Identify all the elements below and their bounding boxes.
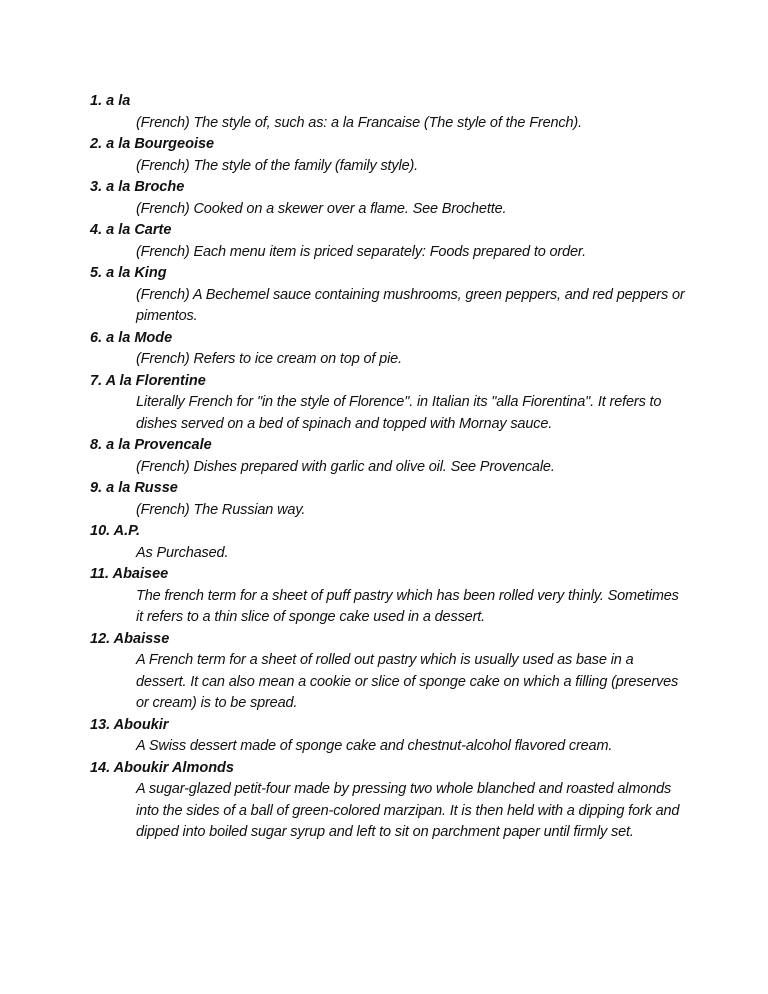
entry-definition: (French) The Russian way. <box>136 501 306 518</box>
glossary-entry <box>90 177 690 220</box>
entry-term: Aboukir Almonds <box>113 759 234 776</box>
entry-definition: (French) Each menu item is priced separately: Foods prepared to order. <box>136 243 586 260</box>
entry-term: A.P. <box>113 523 141 539</box>
entry-term-heading <box>90 758 690 780</box>
glossary-entry <box>90 134 690 177</box>
glossary-entry <box>90 629 690 715</box>
entry-definition: (French) The style of, such as: a la Francaise (The style of the French). <box>136 114 582 131</box>
glossary-entry <box>90 220 690 263</box>
entry-definition: A Swiss dessert made of sponge cake and chestnut-alcohol flavored cream. <box>136 738 613 754</box>
entry-definition: A sugar-glazed petit-four made by pressing two whole blanched and roasted almonds into the sides of a ball of green-colored marzipan. It is then held with a dipping fork and dipped into boiled sugar syrup and left to sit on parchment paper until firmly set. <box>136 781 680 840</box>
entry-term: a la Russe <box>106 480 178 496</box>
entry-term: a la Provencale <box>106 437 212 453</box>
entry-definition: The french term for a sheet of puff pastry which has been rolled very thinly. Sometimes it refers to a thin slice of sponge cake used in a dessert. <box>136 587 679 625</box>
entry-term-heading <box>90 177 690 199</box>
entry-term: Aboukir <box>113 716 169 733</box>
glossary-entry <box>90 91 690 134</box>
entry-term-heading <box>90 629 690 651</box>
entry-term: a la Bourgeoise <box>106 136 215 152</box>
entry-number: 11. <box>90 566 110 582</box>
entry-term-heading <box>90 371 690 393</box>
entry-term-heading <box>90 478 690 500</box>
entry-term: a la King <box>106 265 167 281</box>
entry-definition: (French) A Bechemel sauce containing mushrooms, green peppers, and red peppers or pimentos. <box>136 286 685 324</box>
entry-number: 3. <box>90 179 103 195</box>
entry-number: 2. <box>90 136 103 152</box>
entry-term-heading <box>90 328 690 350</box>
entry-term: a la <box>106 93 131 109</box>
entry-number: 10. <box>90 523 111 539</box>
glossary-entry <box>90 564 690 629</box>
entry-number: 5. <box>90 265 103 281</box>
entry-number: 6. <box>90 329 103 346</box>
entry-number: 13. <box>90 716 111 733</box>
entry-definition: (French) Cooked on a skewer over a flame. See Brochette. <box>136 200 507 217</box>
entry-term-heading <box>90 564 690 586</box>
entry-definition: Literally French for "in the style of Florence". in Italian its "alla Fiorentina". It refers to dishes served on a bed of spinach and topped with Mornay sauce. <box>136 394 662 432</box>
entry-term-heading <box>90 263 690 285</box>
glossary-list <box>90 91 690 844</box>
entry-term-heading <box>90 220 690 242</box>
entry-number: 7. <box>90 372 103 389</box>
entry-number: 8. <box>90 437 103 453</box>
glossary-entry <box>90 371 690 436</box>
glossary-entry <box>90 715 690 758</box>
entry-term: Abaisee <box>112 566 169 582</box>
entry-term: Abaisse <box>113 630 170 647</box>
entry-term-heading <box>90 521 690 543</box>
entry-number: 14. <box>90 759 111 776</box>
entry-number: 12. <box>90 630 111 647</box>
entry-definition: (French) The style of the family (family style). <box>136 157 419 174</box>
entry-term-heading <box>90 91 690 113</box>
entry-term: A la Florentine <box>105 372 206 389</box>
glossary-entry <box>90 521 690 564</box>
entry-definition: (French) Refers to ice cream on top of pie. <box>136 351 402 367</box>
entry-term-heading <box>90 435 690 457</box>
entry-term-heading <box>90 715 690 737</box>
entry-term: a la Mode <box>106 329 173 346</box>
entry-number: 4. <box>90 222 103 238</box>
entry-number: 9. <box>90 480 103 496</box>
glossary-entry <box>90 263 690 328</box>
entry-definition: (French) Dishes prepared with garlic and olive oil. See Provencale. <box>136 458 555 475</box>
entry-term-heading <box>90 134 690 156</box>
glossary-entry <box>90 478 690 521</box>
glossary-entry <box>90 758 690 844</box>
entry-definition: As Purchased. <box>136 544 229 561</box>
entry-term: a la Broche <box>106 179 185 195</box>
entry-term: a la Carte <box>106 222 172 238</box>
glossary-entry <box>90 328 690 371</box>
glossary-entry <box>90 435 690 478</box>
entry-definition: A French term for a sheet of rolled out pastry which is usually used as base in a dessert. It can also mean a cookie or slice of sponge cake on which a filling (preserves or cream) is to be spread. <box>136 652 679 711</box>
entry-number: 1. <box>90 93 103 109</box>
